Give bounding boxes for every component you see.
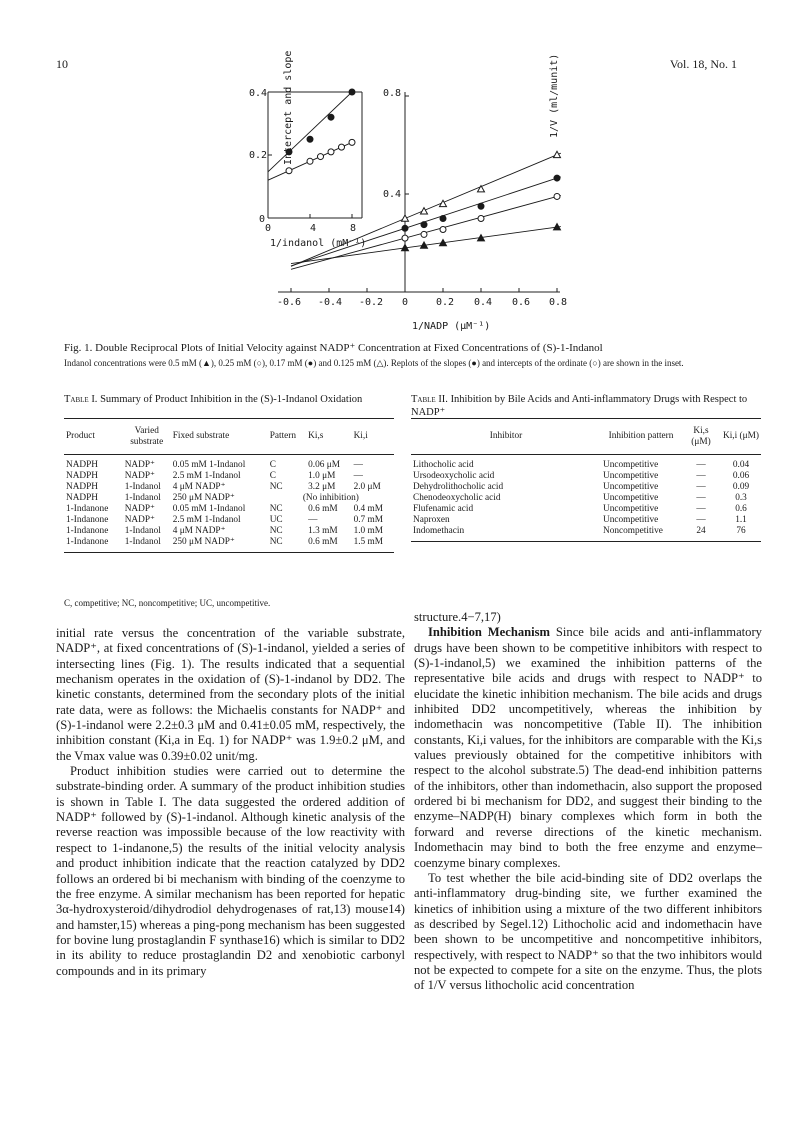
main-xtick-3: 0 bbox=[402, 297, 409, 308]
data-point bbox=[402, 215, 409, 221]
t1-cell: 1.0 mM bbox=[353, 526, 384, 536]
t2-cell: Uncompetitive bbox=[603, 504, 659, 514]
t1-cell: NC bbox=[269, 526, 283, 536]
data-point bbox=[328, 149, 334, 155]
t2-cell: Uncompetitive bbox=[603, 493, 659, 503]
main-xtick-7: 0.8 bbox=[549, 297, 568, 308]
t2-cell: 0.04 bbox=[732, 460, 750, 470]
table-2 bbox=[411, 418, 761, 542]
data-point bbox=[554, 151, 561, 157]
inset-ytick-2: 0 bbox=[259, 214, 266, 225]
t1-cell: NADPH bbox=[66, 493, 99, 503]
t1-cell: 0.6 mM bbox=[308, 504, 338, 514]
right-column bbox=[414, 610, 762, 994]
main-ylabel: 1/V (ml/munit) bbox=[549, 53, 560, 138]
t1-cell: 4 μM NADP⁺ bbox=[172, 482, 226, 492]
t2-cell: — bbox=[696, 482, 706, 492]
t1-header: Ki,i bbox=[353, 431, 368, 441]
figure-1 bbox=[0, 0, 793, 345]
t1-cell: 250 μM NADP⁺ bbox=[172, 493, 235, 503]
t2-cell: 1.1 bbox=[735, 515, 747, 525]
t2-header: Ki,s (μM) bbox=[691, 425, 711, 447]
data-point bbox=[402, 235, 408, 241]
t1-cell: 1.5 mM bbox=[353, 537, 384, 547]
t1-row bbox=[64, 504, 394, 515]
data-point bbox=[421, 231, 427, 237]
t1-row bbox=[64, 526, 394, 537]
t2-cell: Naproxen bbox=[413, 515, 450, 525]
t1-cell: 1-Indanol bbox=[124, 526, 161, 536]
inset-xtick-0: 0 bbox=[265, 223, 272, 234]
data-point bbox=[440, 216, 446, 222]
t2-cell: — bbox=[696, 493, 706, 503]
data-point bbox=[478, 203, 484, 209]
main-xtick-6: 0.6 bbox=[512, 297, 531, 308]
t2-cell: Uncompetitive bbox=[603, 482, 659, 492]
t1-cell: 2.5 mM 1-Indanol bbox=[172, 471, 241, 481]
t1-cell: NADP⁺ bbox=[124, 460, 155, 470]
t2-cell: 0.6 bbox=[735, 504, 747, 514]
inset-ytick-1: 0.2 bbox=[249, 150, 268, 161]
t1-cell: NC bbox=[269, 482, 283, 492]
main-xtick-5: 0.4 bbox=[474, 297, 493, 308]
t2-cell: — bbox=[696, 460, 706, 470]
page-number: 10 bbox=[56, 57, 68, 71]
t2-cell: Dehydrolithocholic acid bbox=[413, 482, 504, 492]
t1-cell: C bbox=[269, 460, 276, 470]
t1-header: Pattern bbox=[269, 431, 297, 441]
volume-label: Vol. 18, No. 1 bbox=[669, 57, 737, 71]
t1-cell: 1-Indanone bbox=[66, 537, 109, 547]
data-point bbox=[307, 136, 313, 142]
left-column bbox=[56, 626, 405, 979]
figure-caption bbox=[64, 342, 754, 369]
data-point bbox=[421, 208, 428, 214]
t1-header: Ki,s bbox=[308, 431, 324, 441]
t2-cell: 24 bbox=[696, 526, 706, 536]
t1-header: Fixed substrate bbox=[172, 431, 230, 441]
data-point bbox=[440, 227, 446, 233]
data-point bbox=[339, 144, 345, 150]
t1-cell: 0.05 mM 1-Indanol bbox=[172, 460, 246, 470]
t1-cell: 1-Indanone bbox=[66, 526, 109, 536]
right-paragraph-2: To test whether the bile acid-binding site of DD2 overlaps the anti-inflammatory drug-binding site, we further examined the kinetics of inhibition using a mixture of the two different inhibitors as described by Segel.12) Lithocholic acid and indomethacin have been shown to be uncompetitive and noncompetitive inhibitors, respectively, with respect to NADP⁺ so that the two inhibitors would not be expected to compete for a site on the enzyme. Thus, the plots of 1/V versus lithocholic acid concentration bbox=[414, 870, 762, 993]
t1-cell: 0.4 mM bbox=[353, 504, 384, 514]
t1-header: Varied substrate bbox=[130, 425, 164, 447]
t2-cell: Noncompetitive bbox=[603, 526, 663, 536]
main-xlabel: 1/NADP (μM⁻¹) bbox=[412, 321, 491, 332]
t1-row bbox=[64, 482, 394, 493]
data-point bbox=[402, 225, 408, 231]
t1-cell: NADP⁺ bbox=[124, 515, 155, 525]
caption-title: Fig. 1. Double Reciprocal Plots of Initial Velocity against NADP⁺ Concentration at Fixed Concentrations of (S)-1-Indanol bbox=[64, 342, 603, 354]
t1-cell: 1-Indanol bbox=[124, 493, 161, 503]
t1-cell: 0.7 mM bbox=[353, 515, 384, 525]
t2-header: Ki,i (μM) bbox=[723, 431, 759, 441]
inset-plot bbox=[249, 51, 366, 249]
t1-row bbox=[64, 515, 394, 526]
t1-cell: NADPH bbox=[66, 482, 99, 492]
data-point bbox=[478, 186, 485, 192]
t2-cell: Ursodeoxycholic acid bbox=[413, 471, 495, 481]
t2-cell: Indomethacin bbox=[413, 526, 465, 536]
t1-cell: 1-Indanol bbox=[124, 537, 161, 547]
main-xtick-1: -0.4 bbox=[318, 297, 343, 308]
main-xtick-2: -0.2 bbox=[359, 297, 384, 308]
t1-row bbox=[64, 493, 394, 504]
t2-row bbox=[411, 493, 761, 504]
t2-row bbox=[411, 471, 761, 482]
t1-cell: — bbox=[353, 460, 363, 470]
t2-cell: Lithocholic acid bbox=[413, 460, 474, 470]
left-paragraph-1: initial rate versus the concentration of the variable substrate, NADP⁺, at fixed concentrations of (S)-1-indanol, yielded a series of intersecting lines (Fig. 1). The results indicated that a sequential mechanism operates in the oxidation of (S)-1-indanol by DD2. The kinetic constants, determined from the secondary plots of the initial rate data, were as follows: the Michaelis constants for NADP⁺ and (S)-1-indanol were 2.2±0.3 μM and 0.41±0.05 mM, respectively, the inhibition constant (Ki,a in Eq. 1) for NADP⁺ was 1.9±0.2 μM, and the Vmax value was 0.39±0.02 unit/mg. bbox=[56, 626, 405, 763]
data-point bbox=[478, 216, 484, 222]
t2-cell: Uncompetitive bbox=[603, 515, 659, 525]
t1-cell: 0.06 μM bbox=[308, 460, 341, 470]
main-plot bbox=[277, 54, 567, 332]
series-line bbox=[291, 177, 561, 266]
data-point bbox=[421, 222, 427, 228]
table1-label: Table I. bbox=[64, 394, 98, 405]
right-paragraph-1 bbox=[414, 625, 762, 871]
table1-caption bbox=[64, 394, 394, 407]
t2-row bbox=[411, 526, 761, 542]
t2-cell: 0.06 bbox=[732, 471, 750, 481]
t2-cell: Uncompetitive bbox=[603, 471, 659, 481]
right-paragraph-0: structure.4−7,17) bbox=[414, 610, 501, 624]
t1-cell: 2.0 μM bbox=[353, 482, 381, 492]
t1-cell: — bbox=[308, 515, 318, 525]
data-point bbox=[307, 158, 313, 164]
t1-cell: NADP⁺ bbox=[124, 504, 155, 514]
data-point bbox=[554, 175, 560, 181]
t1-cell: 1-Indanol bbox=[124, 482, 161, 492]
table2-title: Inhibition by Bile Acids and Anti-inflammatory Drugs with Respect to NADP⁺ bbox=[411, 394, 748, 418]
t1-row bbox=[64, 537, 394, 553]
t2-cell: — bbox=[696, 471, 706, 481]
t2-cell: 76 bbox=[736, 526, 746, 536]
t1-cell: 0.05 mM 1-Indanol bbox=[172, 504, 246, 514]
t1-cell: NADPH bbox=[66, 460, 99, 470]
data-point bbox=[349, 89, 355, 95]
inset-xlabel: 1/indanol (mM⁻¹) bbox=[270, 238, 367, 249]
t1-cell: NC bbox=[269, 537, 283, 547]
right-paragraph-1-text: Since bile acids and anti-inflammatory drugs have been shown to be competitive inhibitors with respect to (S)-1-indanol,5) we examined the inhibition patterns of the representative bile acids and drugs with respect to NADP⁺ to elucidate the kinetic inhibition mechanism. The bile acids and drugs inhibited DD2 uncompetitively, whereas the inhibition by indomethacin was noncompetitive (Table II). The inhibition constants, Ki,i values, for the inhibitors are comparable with the Ki,s values previously obtained for the competitive inhibitors with respect to the alcohol substrate.5) The dead-end inhibition patterns of the inhibitors, other than indomethacin, also support the proposed ordered bi bi mechanism for DD2, and suggest their binding to the enzyme–NADP(H) binary complexes which form in both the forward and reverse directions of the kinetic mechanism. Indomethacin may bind to both the free enzyme and enzyme–coenzyme binary complexes. bbox=[414, 625, 762, 870]
t1-cell: NADPH bbox=[66, 471, 99, 481]
data-point bbox=[554, 193, 560, 199]
t2-cell: Chenodeoxycholic acid bbox=[413, 493, 501, 503]
table2-label: Table II. bbox=[411, 394, 448, 405]
inset-xtick-1: 4 bbox=[310, 223, 317, 234]
t2-row bbox=[411, 482, 761, 493]
left-paragraph-2: Product inhibition studies were carried out to determine the substrate-binding order. A summary of the product inhibition studies is shown in Table I. The data suggested the ordered addition of NADP⁺ followed by (S)-1-indanol. Although kinetic analysis of the reverse reaction was impossible because of the low reactivity with respect to 1-indanone,5) the results of the initial velocity analysis and product inhibition indicate that the reaction catalyzed by DD2 follows an ordered bi bi mechanism with binding of the coenzyme to the free enzyme. A similar mechanism has been reported for hepatic 3α-hydroxysteroid/dihydrodiol dehydrogenases of rat,13) mouse14) and hamster,15) whereas a ping-pong mechanism has been suggested for bovine lung prostaglandin F synthase16) which is similar to DD2 in its ability to reduce prostaglandin D2 and xenobiotic carbonyl compounds and in its primary bbox=[56, 764, 405, 978]
t2-row bbox=[411, 504, 761, 515]
caption-sub: Indanol concentrations were 0.5 mM (▲), 0.25 mM (○), 0.17 mM (●) and 0.125 mM (△). Replots of the slopes (●) and intercepts of the ordinate (○) are shown in the inset. bbox=[64, 358, 684, 368]
t1-cell: 1.0 μM bbox=[308, 471, 336, 481]
main-xtick-4: 0.2 bbox=[436, 297, 455, 308]
t1-cell: 1-Indanone bbox=[66, 504, 109, 514]
t1-cell: (No inhibition) bbox=[302, 493, 359, 503]
t2-row bbox=[411, 455, 761, 472]
t2-cell: 0.09 bbox=[732, 482, 750, 492]
t1-cell: 1-Indanone bbox=[66, 515, 109, 525]
t2-row bbox=[411, 515, 761, 526]
t1-cell: UC bbox=[269, 515, 283, 525]
t2-header: Inhibition pattern bbox=[608, 431, 674, 441]
t1-cell: NADP⁺ bbox=[124, 471, 155, 481]
t2-cell: — bbox=[696, 504, 706, 514]
t2-header: Inhibitor bbox=[489, 431, 523, 441]
t1-header: Product bbox=[66, 431, 95, 441]
inset-ytick-0: 0.4 bbox=[249, 88, 268, 99]
t1-cell: 3.2 μM bbox=[308, 482, 336, 492]
t2-cell: Uncompetitive bbox=[603, 460, 659, 470]
t1-cell: C bbox=[269, 471, 276, 481]
table2-caption bbox=[411, 394, 761, 419]
t1-row bbox=[64, 471, 394, 482]
t1-row bbox=[64, 455, 394, 472]
data-point bbox=[349, 139, 355, 145]
data-point bbox=[318, 154, 324, 160]
t2-cell: 0.3 bbox=[735, 493, 747, 503]
inset-ylabel: Intercept and slope bbox=[283, 50, 294, 165]
series-line bbox=[291, 153, 561, 266]
data-point bbox=[328, 114, 334, 120]
t1-cell: 0.6 mM bbox=[308, 537, 338, 547]
t1-cell: 4 μM NADP⁺ bbox=[172, 526, 226, 536]
main-xtick-0: -0.6 bbox=[277, 297, 302, 308]
section-heading: Inhibition Mechanism bbox=[428, 625, 551, 640]
main-ytick-1: 0.4 bbox=[383, 189, 402, 200]
table1-footnote: C, competitive; NC, noncompetitive; UC, uncompetitive. bbox=[64, 598, 271, 608]
table-1 bbox=[64, 418, 394, 553]
t1-cell: 2.5 mM 1-Indanol bbox=[172, 515, 241, 525]
t1-cell: — bbox=[353, 471, 363, 481]
table1-title: Summary of Product Inhibition in the (S)-1-Indanol Oxidation bbox=[100, 394, 363, 405]
inset-xtick-2: 8 bbox=[350, 223, 357, 234]
t2-cell: — bbox=[696, 515, 706, 525]
data-point bbox=[286, 168, 292, 174]
t1-cell: NC bbox=[269, 504, 283, 514]
main-ytick-0: 0.8 bbox=[383, 88, 402, 99]
t2-cell: Flufenamic acid bbox=[413, 504, 474, 514]
t1-cell: 250 μM NADP⁺ bbox=[172, 537, 235, 547]
t1-cell: 1.3 mM bbox=[308, 526, 338, 536]
